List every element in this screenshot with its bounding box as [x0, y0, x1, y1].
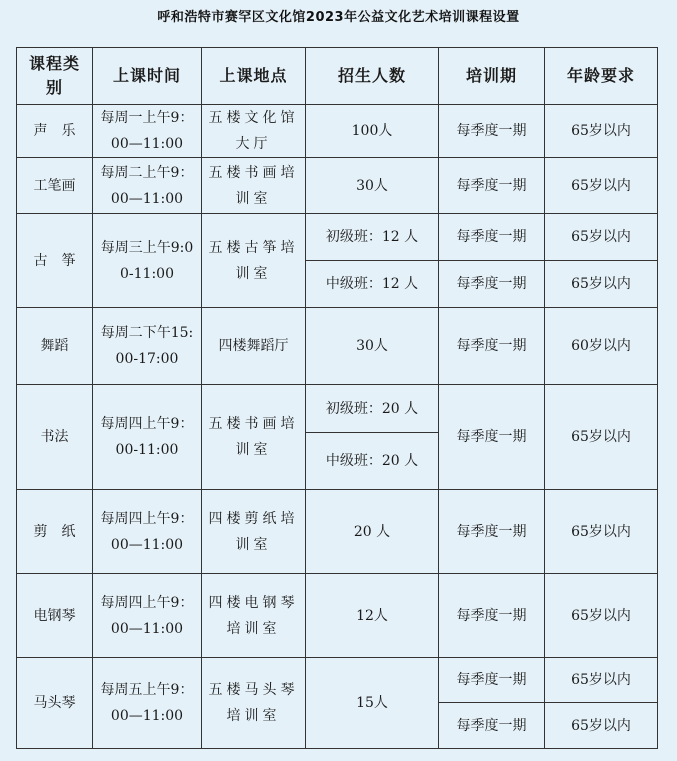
table-row	[17, 158, 658, 214]
period-cell: 每季度一期	[439, 308, 545, 385]
location-cell: 四楼舞蹈厅	[202, 308, 306, 385]
page-title: 呼和浩特市赛罕区文化馆2023年公益文化艺术培训课程设置	[157, 10, 520, 25]
age-cell: 65岁以内	[545, 574, 658, 658]
table-row	[17, 658, 658, 703]
time-cell: 每周四上午9：00—11:00	[93, 574, 202, 658]
table-row	[17, 105, 658, 158]
period-cell: 每季度一期	[439, 158, 545, 214]
time-cell: 每周二上午9：00—11:00	[93, 158, 202, 214]
enrollment-cell: 中级班：20 人	[306, 433, 439, 490]
age-cell: 65岁以内	[545, 658, 658, 703]
course-schedule-table	[16, 47, 658, 749]
enrollment-cell: 100人	[306, 105, 439, 158]
enrollment-cell: 初级班：20 人	[306, 385, 439, 433]
age-cell: 65岁以内	[545, 158, 658, 214]
time-cell: 每周二下午15:00-17:00	[93, 308, 202, 385]
enrollment-cell: 20 人	[306, 490, 439, 574]
time-cell: 每周五上午9：00—11:00	[93, 658, 202, 749]
category-cell: 声 乐	[17, 105, 93, 158]
period-cell: 每季度一期	[439, 703, 545, 749]
enrollment-cell: 15人	[306, 658, 439, 749]
location-cell: 五楼马头琴培训室	[202, 658, 306, 749]
age-cell: 65岁以内	[545, 214, 658, 261]
location-cell: 四楼剪纸培训室	[202, 490, 306, 574]
period-cell: 每季度一期	[439, 490, 545, 574]
location-cell: 五楼古筝培训室	[202, 214, 306, 308]
enrollment-cell: 30人	[306, 308, 439, 385]
table-row	[17, 574, 658, 658]
header-time: 上课时间	[93, 48, 202, 105]
category-cell: 工笔画	[17, 158, 93, 214]
age-cell: 65岁以内	[545, 385, 658, 490]
enrollment-cell: 12人	[306, 574, 439, 658]
location-cell: 四楼电钢琴培训室	[202, 574, 306, 658]
location-cell: 五楼书画培训室	[202, 158, 306, 214]
header-age: 年龄要求	[545, 48, 658, 105]
age-cell: 65岁以内	[545, 105, 658, 158]
location-cell: 五楼文化馆大厅	[202, 105, 306, 158]
age-cell: 65岁以内	[545, 261, 658, 308]
age-cell: 65岁以内	[545, 490, 658, 574]
header-period: 培训期	[439, 48, 545, 105]
table-header-row	[17, 48, 658, 105]
header-location: 上课地点	[202, 48, 306, 105]
enrollment-cell: 30人	[306, 158, 439, 214]
table-row	[17, 308, 658, 385]
header-enrollment: 招生人数	[306, 48, 439, 105]
enrollment-cell: 初级班：12 人	[306, 214, 439, 261]
category-cell: 电钢琴	[17, 574, 93, 658]
category-cell: 书法	[17, 385, 93, 490]
period-cell: 每季度一期	[439, 574, 545, 658]
time-cell: 每周一上午9：00—11:00	[93, 105, 202, 158]
table-row	[17, 385, 658, 433]
time-cell: 每周四上午9：00-11:00	[93, 385, 202, 490]
header-category: 课程类别	[17, 48, 93, 105]
period-cell: 每季度一期	[439, 105, 545, 158]
period-cell: 每季度一期	[439, 214, 545, 261]
period-cell: 每季度一期	[439, 658, 545, 703]
category-cell: 舞蹈	[17, 308, 93, 385]
category-cell: 马头琴	[17, 658, 93, 749]
period-cell: 每季度一期	[439, 261, 545, 308]
category-cell: 剪 纸	[17, 490, 93, 574]
table-row	[17, 214, 658, 261]
location-cell: 五楼书画培训室	[202, 385, 306, 490]
category-cell: 古 筝	[17, 214, 93, 308]
enrollment-cell: 中级班：12 人	[306, 261, 439, 308]
time-cell: 每周三上午9:00-11:00	[93, 214, 202, 308]
time-cell: 每周四上午9：00—11:00	[93, 490, 202, 574]
table-row	[17, 490, 658, 574]
period-cell: 每季度一期	[439, 385, 545, 490]
age-cell: 60岁以内	[545, 308, 658, 385]
age-cell: 65岁以内	[545, 703, 658, 749]
